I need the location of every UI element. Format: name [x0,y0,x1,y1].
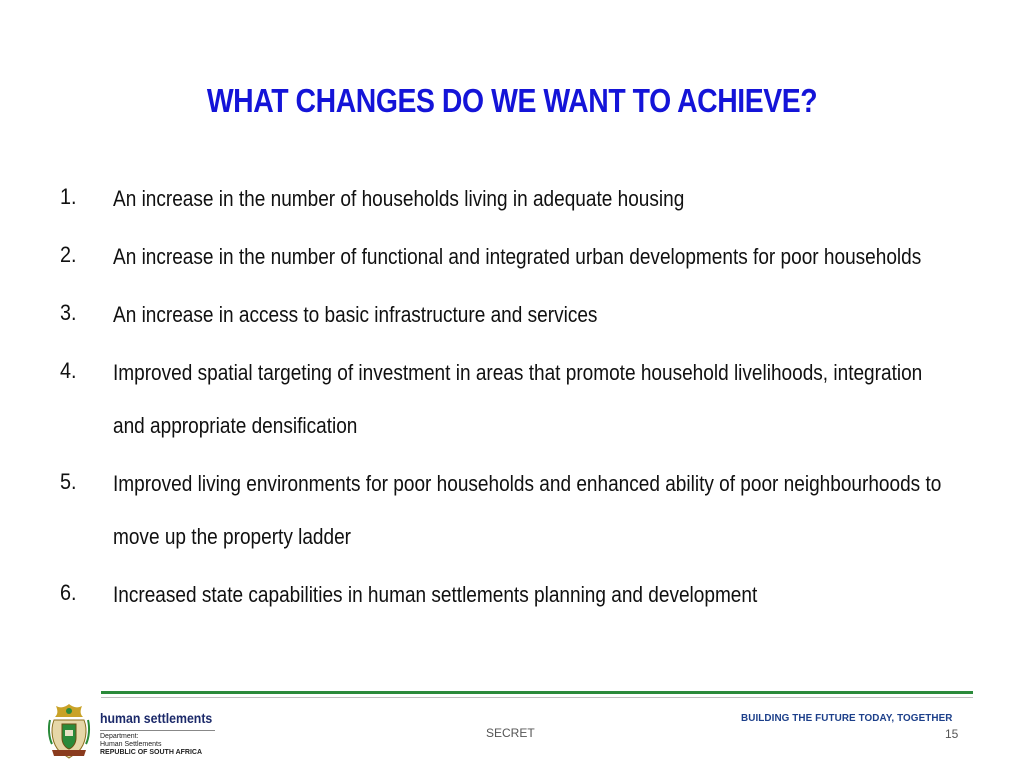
list-item [60,568,960,621]
list-item-number: 3. [60,300,77,325]
department-line: Human Settlements [100,741,162,748]
list-item-text: Improved living environments for poor households and enhanced ability of poor neighbourhoods to move up the property ladder [113,471,942,549]
classification-label: SECRET [486,726,535,740]
list-item-text: An increase in access to basic infrastructure and services [113,302,598,327]
south-africa-coat-of-arms-icon [46,700,92,762]
department-rule [100,730,215,731]
list-item [60,288,960,341]
department-name: human settlements [100,710,213,726]
list-item [60,346,960,452]
list-item-text: An increase in the number of households living in adequate housing [113,186,685,211]
list-item-text: Increased state capabilities in human settlements planning and development [113,582,758,607]
list-item-text: Improved spatial targeting of investment in areas that promote household livelihoods, integration and appropriate densification [113,360,923,438]
department-details [100,733,202,757]
department-line: Department: [100,733,139,740]
slide-title: WHAT CHANGES DO WE WANT TO ACHIEVE? [206,82,818,119]
footer-divider-thin [101,697,973,698]
list-item [60,457,960,563]
footer-divider [101,691,973,694]
list-item [60,172,960,225]
list-item-number: 2. [60,242,77,267]
page-number: 15 [945,727,959,741]
list-item [60,230,960,283]
list-item-number: 5. [60,469,77,494]
list-item-number: 4. [60,358,77,383]
list-item-number: 6. [60,580,77,605]
list-item-number: 1. [60,184,77,209]
list-item-text: An increase in the number of functional and integrated urban developments for poor households [113,244,922,269]
footer-tagline: BUILDING THE FUTURE TODAY, TOGETHER [741,712,953,724]
country-line: REPUBLIC OF SOUTH AFRICA [100,749,203,756]
objectives-list [60,172,960,621]
